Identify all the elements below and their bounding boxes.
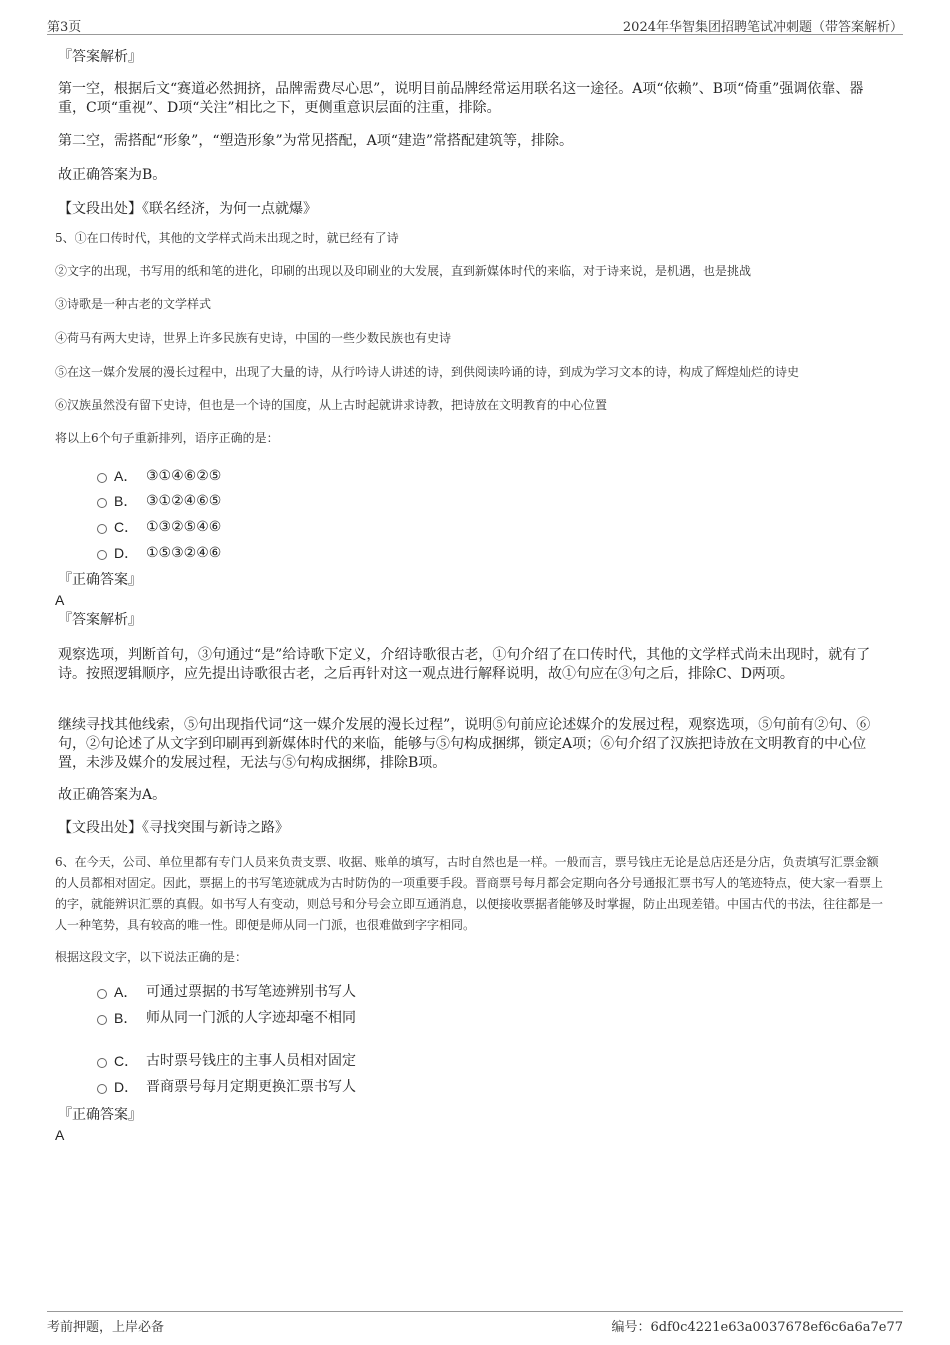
q5-analysis-paragraph-1: 观察选项，判断首句，③句通过“是”给诗歌下定义，介绍诗歌很古老，①句介绍了在口传时代，其他的文学样式尚未出现时，就有了诗。按照逻辑顺序，应先提出诗歌很古老，之后再针对这一观点进行解释说明，故①句应在③句之后，排除C、D两项。 — [58, 647, 871, 682]
option-text: ①⑤③②④⑥ — [146, 545, 222, 561]
q4-analysis-paragraph-2: 第二空，需搭配“形象”，“塑造形象”为常见搭配，A项“建造”常搭配建筑等，排除。 — [58, 133, 574, 149]
q5-question: 将以上6个句子重新排列，语序正确的是： — [55, 431, 279, 445]
option-text: 晋商票号每月定期更换汇票书写人 — [146, 1079, 356, 1095]
q4-analysis-label: 『答案解析』 — [58, 49, 142, 65]
q5-source: 【文段出处】《寻找突围与新诗之路》 — [58, 820, 289, 836]
option-letter: D． — [114, 545, 139, 561]
q4-analysis-paragraph-1: 第一空，根据后文“赛道必然拥挤，品牌需费尽心思”，说明目前品牌经常运用联名这一途径。A项“依赖”、B项“倚重”强调依靠、器重，C项“重视”、D项“关注”相比之下，更侧重意识层面的注重，排除。 — [58, 81, 864, 116]
q5-sentence-2: ②文字的出现，书写用的纸和笔的进化，印刷的出现以及印刷业的大发展，直到新媒体时代的来临，对于诗来说，是机遇，也是挑战 — [55, 264, 752, 278]
option-text: ③①②④⑥⑤ — [146, 493, 222, 509]
q6-question: 根据这段文字，以下说法正确的是： — [55, 950, 248, 964]
option-text: ①③②⑤④⑥ — [146, 519, 222, 535]
q5-sentence-4: ④荷马有两大史诗，世界上许多民族有史诗，中国的一些少数民族也有史诗 — [55, 331, 452, 345]
document-title: 2024年华智集团招聘笔试冲刺题（带答案解析） — [622, 20, 903, 35]
q5-answer: A — [55, 592, 65, 608]
option-text: 师从同一门派的人字迹却毫不相同 — [146, 1010, 356, 1026]
document-code: 编号：6df0c4221e63a0037678ef6c6a6a7e77 — [611, 1320, 903, 1335]
radio-icon[interactable] — [97, 550, 107, 560]
q5-analysis-label: 『答案解析』 — [58, 612, 142, 628]
option-letter: D． — [114, 1079, 139, 1095]
q5-conclusion: 故正确答案为A。 — [58, 787, 167, 803]
radio-icon[interactable] — [97, 498, 107, 508]
q5-answer-label: 『正确答案』 — [58, 572, 142, 588]
radio-icon[interactable] — [97, 1058, 107, 1068]
q5-sentence-5: ⑤在这一媒介发展的漫长过程中，出现了大量的诗，从行吟诗人讲述的诗，到供阅读吟诵的诗，到成为学习文本的诗，构成了辉煌灿烂的诗史 — [55, 365, 800, 379]
radio-icon[interactable] — [97, 473, 107, 483]
q5-analysis-paragraph-2: 继续寻找其他线索，⑤句出现指代词“这一媒介发展的漫长过程”，说明⑤句前应论述媒介的发展过程，观察选项，⑤句前有②句、⑥句，②句论述了从文字到印刷再到新媒体时代的来临，能够与⑤句构成捆绑，锁定A项；⑥句介绍了汉族把诗放在文明教育的中心位置，未涉及媒介的发展过程，无法与⑤句构成捆绑，排除B项。 — [58, 717, 871, 771]
option-text: 古时票号钱庄的主事人员相对固定 — [146, 1053, 356, 1069]
q5-sentence-6: ⑥汉族虽然没有留下史诗，但也是一个诗的国度，从上古时起就讲求诗教，把诗放在文明教育的中心位置 — [55, 398, 608, 412]
q4-conclusion: 故正确答案为B。 — [58, 167, 167, 183]
radio-icon[interactable] — [97, 989, 107, 999]
q6-answer-label: 『正确答案』 — [58, 1107, 142, 1123]
radio-icon[interactable] — [97, 524, 107, 534]
option-letter: A． — [114, 468, 138, 484]
option-letter: B． — [114, 493, 138, 509]
radio-icon[interactable] — [97, 1084, 107, 1094]
q6-answer: A — [55, 1127, 65, 1143]
option-text: ③①④⑥②⑤ — [146, 468, 222, 484]
option-text: 可通过票据的书写笔迹辨别书写人 — [146, 984, 356, 1000]
page-footer — [47, 1311, 903, 1334]
option-letter: C． — [114, 1053, 139, 1069]
q6-passage: 6、在今天，公司、单位里都有专门人员来负责支票、收据、账单的填写，古时自然也是一样。一般而言，票号钱庄无论是总店还是分店，负责填写汇票金额的人员都相对固定。因此，票据上的书写笔迹就成为古时防伪的一项重要手段。晋商票号每月都会定期向各分号通报汇票书写人的笔迹特点，使大家一看票上的字，就能辨识汇票的真假。如书写人有变动，则总号和分号会立即互通消息，以便接收票据者能够及时掌握，防止出现差错。中国古代的书法，往往都是一人一种笔势，具有较高的唯一性。即便是师从同一门派，也很难做到字字相同。 — [55, 855, 884, 932]
option-letter: B． — [114, 1010, 138, 1026]
q4-source: 【文段出处】《联名经济，为何一点就爆》 — [58, 201, 317, 217]
q5-sentence-1: 5、①在口传时代，其他的文学样式尚未出现之时，就已经有了诗 — [55, 231, 399, 245]
page-number: 第3页 — [47, 20, 82, 35]
radio-icon[interactable] — [97, 1015, 107, 1025]
page-header — [47, 14, 903, 35]
footer-slogan: 考前押题，上岸必备 — [47, 1320, 165, 1335]
option-letter: A． — [114, 984, 138, 1000]
q5-sentence-3: ③诗歌是一种古老的文学样式 — [55, 297, 212, 311]
option-letter: C． — [114, 519, 139, 535]
